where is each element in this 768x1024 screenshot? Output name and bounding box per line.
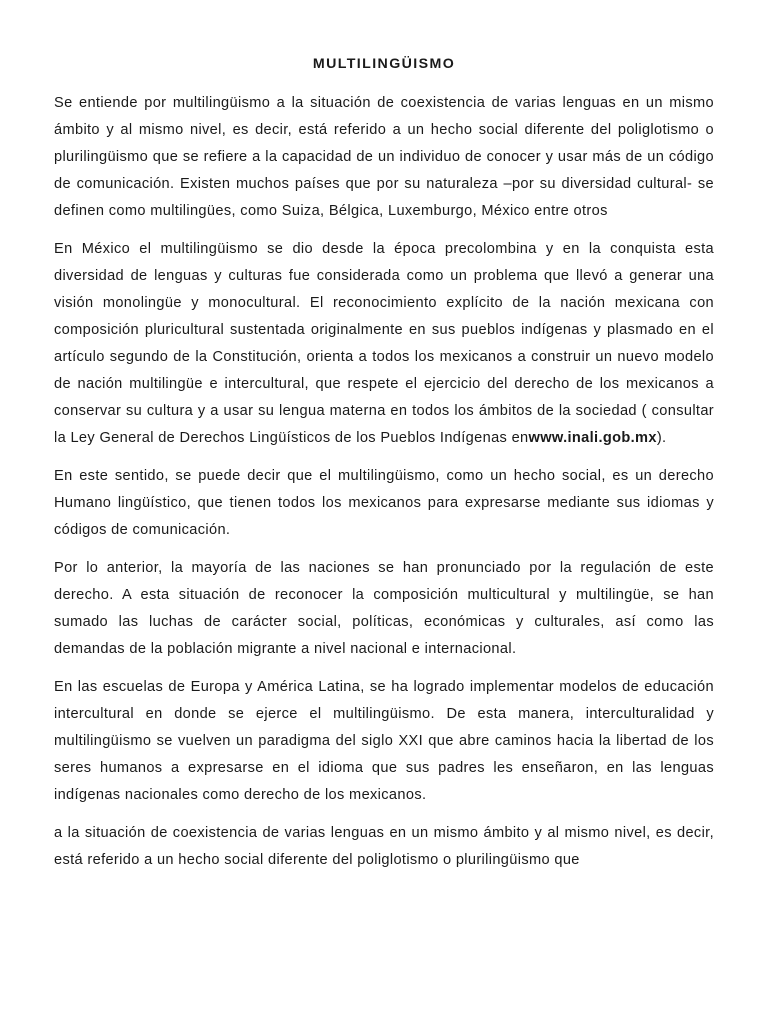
- paragraph-schools: En las escuelas de Europa y América Latina, se ha logrado implementar modelos de educación intercultural en donde se ejerce el multilingüismo. De esta manera, interculturalidad y multilingüismo se vuelven un paradigma del siglo XXI que abre caminos hacia la libertad de los seres humanos a expresarse en el idioma que sus padres les enseñaron, en las lenguas indígenas nacionales como derecho de los mexicanos.: [54, 679, 714, 803]
- paragraph-repeated-fragment: a la situación de coexistencia de varias lenguas en un mismo ámbito y al mismo nivel, es decir, está referido a un hecho social diferente del poliglotismo o plurilingüismo que: [54, 825, 714, 868]
- inali-link[interactable]: www.inali.gob.mx: [528, 430, 657, 446]
- paragraph-regulation: Por lo anterior, la mayoría de las naciones se han pronunciado por la regulación de este derecho. A esta situación de reconocer la composición multicultural y multilingüe, se han sumado las luchas de carácter social, políticas, económicas y culturales, así como las demandas de la población migrante a nivel nacional e internacional.: [54, 560, 714, 657]
- document-body: [54, 52, 714, 885]
- paragraph-mexico: [54, 236, 714, 452]
- paragraph-mexico-text: En México el multilingüismo se dio desde la época precolombina y en la conquista esta diversidad de lenguas y culturas fue considerada como un problema que llevó a generar una visión monolingüe y monocultural. El reconocimiento explícito de la nación mexicana con composición pluricultural sustentada originalmente en sus pueblos indígenas y plasmado en el artículo segundo de la Constitución, orienta a todos los mexicanos a construir un nuevo modelo de nación multilingüe e intercultural, que respete el ejercicio del derecho de los mexicanos a conservar su cultura y a usar su lengua materna en todos los ámbitos de la sociedad ( consultar la Ley General de Derechos Lingüísticos de los Pueblos Indígenas en: [54, 241, 714, 446]
- paragraph-definition: Se entiende por multilingüismo a la situación de coexistencia de varias lenguas en un mismo ámbito y al mismo nivel, es decir, está referido a un hecho social diferente del poliglotismo o plurilingüismo que se refiere a la capacidad de un individuo de conocer y usar más de un código de comunicación. Existen muchos países que por su naturaleza –por su diversidad cultural- se definen como multilingües, como Suiza, Bélgica, Luxemburgo, México entre otros: [54, 95, 714, 219]
- document-title: MULTILINGÜISMO: [312, 56, 456, 72]
- paragraph-mexico-closing: ).: [656, 430, 667, 446]
- paragraph-human-right: En este sentido, se puede decir que el multilingüismo, como un hecho social, es un derecho Humano lingüístico, que tienen todos los mexicanos para expresarse mediante sus idiomas y códigos de comunicación.: [54, 468, 714, 538]
